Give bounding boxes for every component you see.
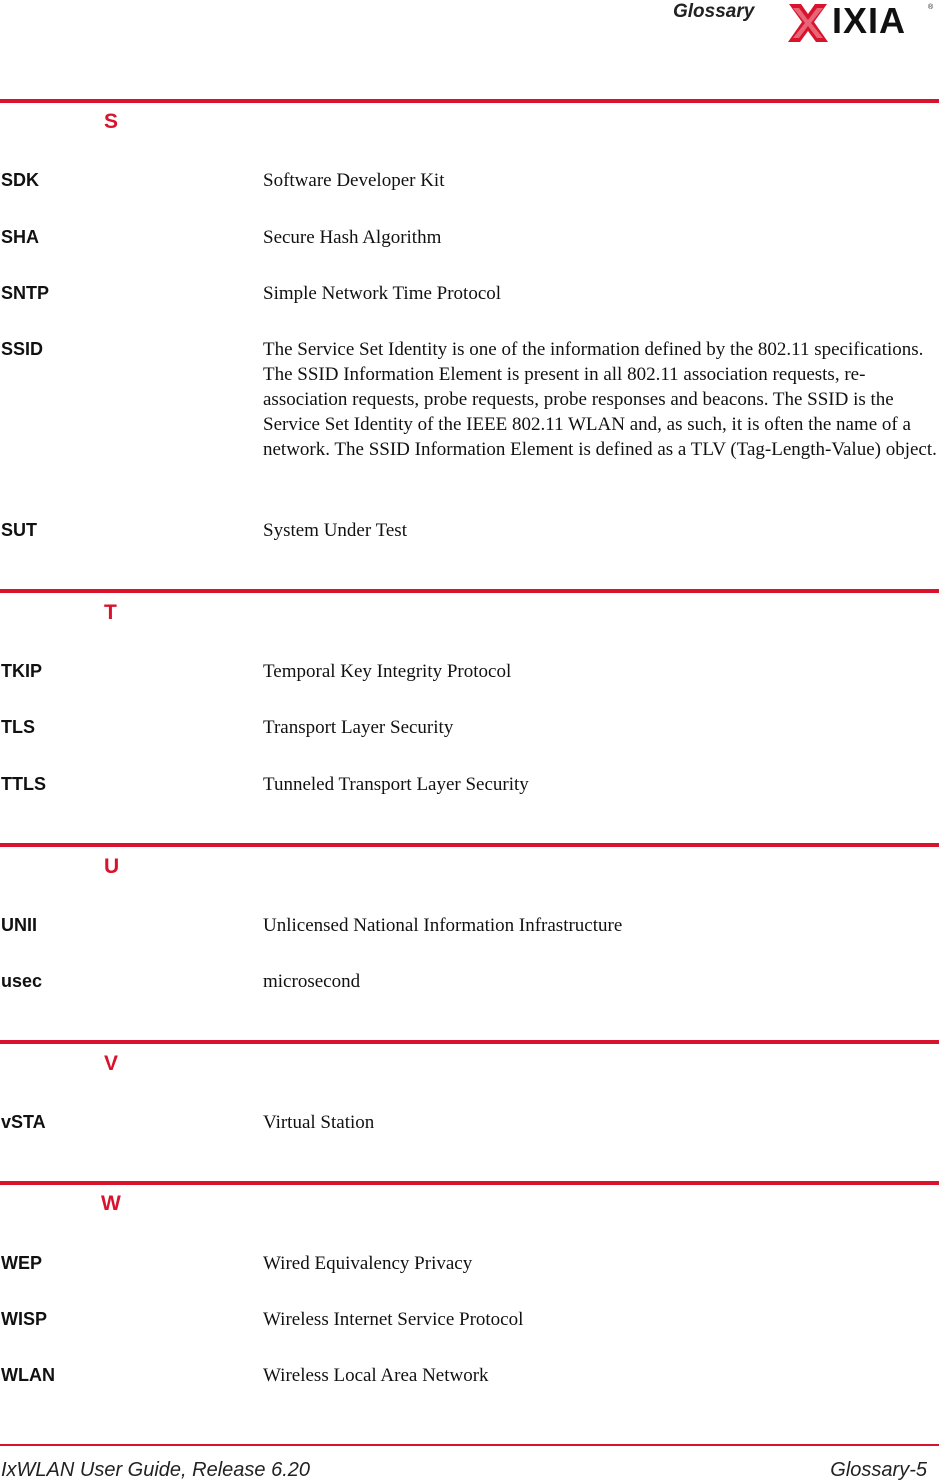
glossary-term-tkip: TKIP bbox=[1, 661, 43, 681]
section-divider-u bbox=[0, 843, 939, 847]
glossary-term-wlan: WLAN bbox=[1, 1365, 55, 1385]
glossary-term-vsta: vSTA bbox=[1, 1112, 46, 1132]
section-divider-s bbox=[0, 99, 939, 103]
glossary-definition-vsta: Virtual Station bbox=[263, 1112, 375, 1133]
glossary-definition-unii: Unlicensed National Information Infrastructure bbox=[263, 915, 623, 936]
glossary-term-sntp: SNTP bbox=[1, 283, 50, 303]
glossary-definition-ssid: The Service Set Identity is one of the information defined by the 802.11 specifications. The SSID Information Element is present in all 802.11 association requests, re-association requests, probe requests, probe responses and beacons. The SSID is the Service Set Identity of the IEEE 802.11 WLAN and, as such, it is often the name of a network. The SSID Information Element is defined as a TLV (Tag-Length-Value) object. bbox=[263, 339, 937, 460]
footer-page-number: Glossary-5 bbox=[830, 1459, 927, 1481]
glossary-term-wisp: WISP bbox=[1, 1309, 48, 1329]
glossary-definition-tls: Transport Layer Security bbox=[263, 717, 454, 738]
ixia-logo bbox=[785, 0, 937, 46]
glossary-definition-sut: System Under Test bbox=[263, 520, 407, 541]
glossary-term-ttls: TTLS bbox=[1, 774, 46, 794]
section-letter-u: U bbox=[104, 855, 120, 878]
glossary-definition-wlan: Wireless Local Area Network bbox=[263, 1365, 489, 1386]
glossary-definition-usec: microsecond bbox=[263, 971, 361, 992]
glossary-term-unii: UNII bbox=[1, 915, 37, 935]
section-divider-w bbox=[0, 1181, 939, 1185]
glossary-term-usec: usec bbox=[1, 971, 43, 991]
glossary-definition-sha: Secure Hash Algorithm bbox=[263, 227, 442, 248]
glossary-term-sut: SUT bbox=[1, 520, 37, 540]
glossary-definition-wep: Wired Equivalency Privacy bbox=[263, 1253, 473, 1274]
section-letter-s: S bbox=[104, 110, 119, 133]
section-letter-t: T bbox=[104, 601, 117, 624]
glossary-term-ssid: SSID bbox=[1, 339, 44, 359]
footer-divider bbox=[0, 1444, 939, 1446]
glossary-definition-ttls: Tunneled Transport Layer Security bbox=[263, 774, 529, 795]
glossary-definition-sdk: Software Developer Kit bbox=[263, 170, 445, 191]
ixia-logo-x-icon bbox=[785, 0, 831, 46]
section-divider-v bbox=[0, 1040, 939, 1044]
glossary-term-wep: WEP bbox=[1, 1253, 43, 1273]
glossary-definition-sntp: Simple Network Time Protocol bbox=[263, 283, 502, 304]
glossary-term-sdk: SDK bbox=[1, 170, 40, 190]
registered-mark: ® bbox=[928, 4, 934, 11]
footer-guide-title: IxWLAN User Guide, Release 6.20 bbox=[1, 1459, 311, 1481]
glossary-definition-wisp: Wireless Internet Service Protocol bbox=[263, 1309, 524, 1330]
section-letter-v: V bbox=[104, 1052, 119, 1075]
section-divider-t bbox=[0, 589, 939, 593]
glossary-term-tls: TLS bbox=[1, 717, 35, 737]
logo-wordmark: IXIA bbox=[832, 0, 907, 41]
glossary-definition-tkip: Temporal Key Integrity Protocol bbox=[263, 661, 512, 682]
page-header-title: Glossary bbox=[673, 1, 755, 22]
glossary-term-sha: SHA bbox=[1, 227, 40, 247]
section-letter-w: W bbox=[101, 1192, 121, 1215]
